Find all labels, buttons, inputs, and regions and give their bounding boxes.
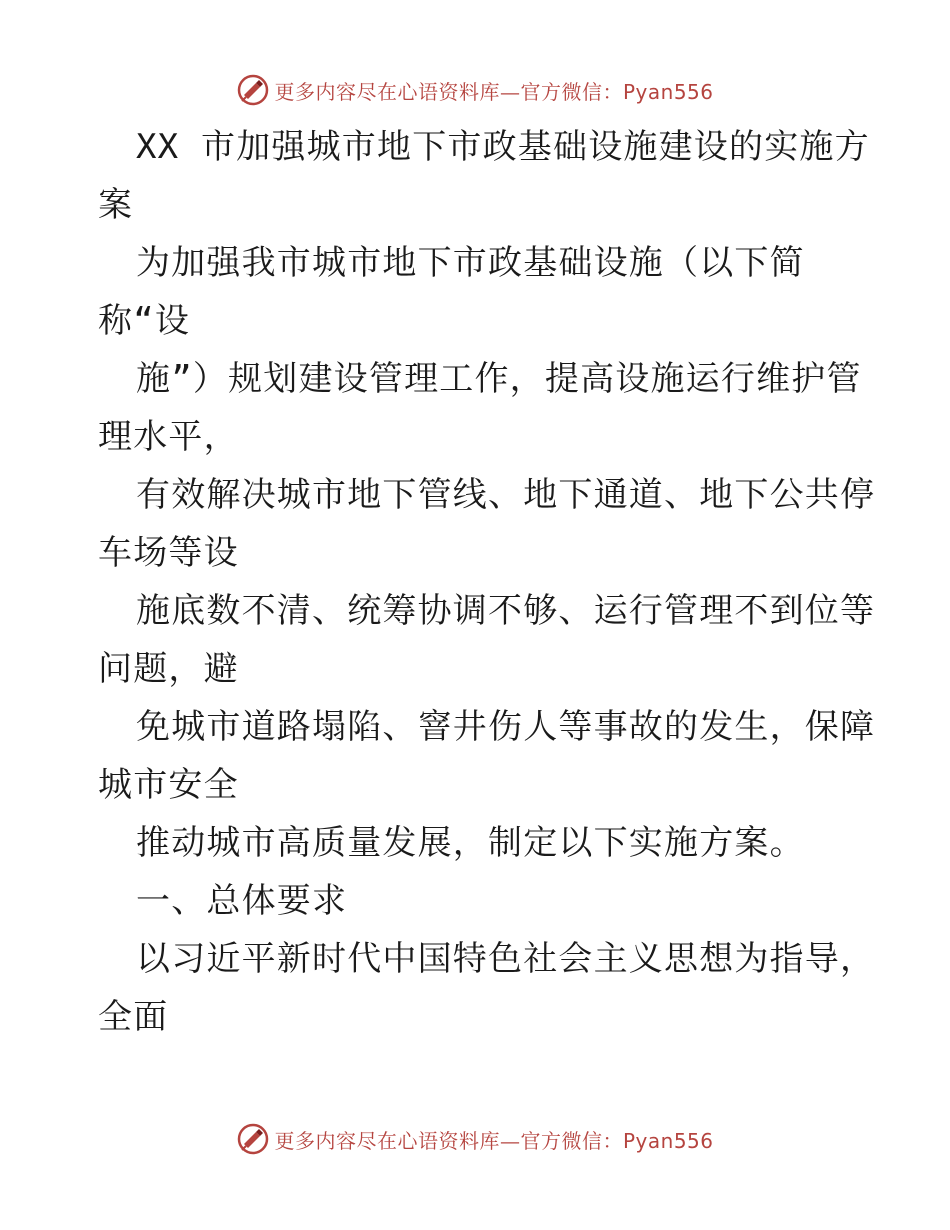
text-line: 施底数不清、统筹协调不够、运行管理不到位等 [136,591,876,631]
text-line: 案 [98,185,134,225]
text-line: 推动城市高质量发展，制定以下实施方案。 [136,823,805,863]
watermark-label: 更多内容尽在心语资料库—官方微信： [274,79,623,104]
text-line: 免城市道路塌陷、窨井伤人等事故的发生，保障 [136,707,876,747]
text-line: 为加强我市城市地下市政基础设施（以下简 [136,243,805,283]
text-line: 有效解决城市地下管线、地下通道、地下公共停 [136,475,876,515]
pen-logo-icon [236,1122,270,1156]
text-line: 以习近平新时代中国特色社会主义思想为指导， [136,939,876,979]
text-line: 施”）规划建设管理工作，提高设施运行维护管 [136,359,862,399]
section-heading: 一、总体要求 [136,881,348,921]
watermark-text [274,76,713,105]
watermark-handle: Pyan556 [622,1128,714,1153]
text-line: 称“设 [98,301,191,341]
text-line: 全面 [98,997,169,1037]
text-line: 城市安全 [98,765,239,805]
watermark-handle: Pyan556 [622,79,714,104]
footer-watermark [0,1119,950,1159]
text-line: 问题，避 [98,649,239,689]
text-line: 理水平， [98,417,239,457]
text-line: XX 市加强城市地下市政基础设施建设的实施方 [136,127,870,167]
watermark-label: 更多内容尽在心语资料库—官方微信： [274,1128,623,1153]
document-body [98,118,876,1046]
watermark-text [274,1125,713,1154]
text-line: 车场等设 [98,533,239,573]
pen-logo-icon [236,73,270,107]
header-watermark [0,70,950,110]
